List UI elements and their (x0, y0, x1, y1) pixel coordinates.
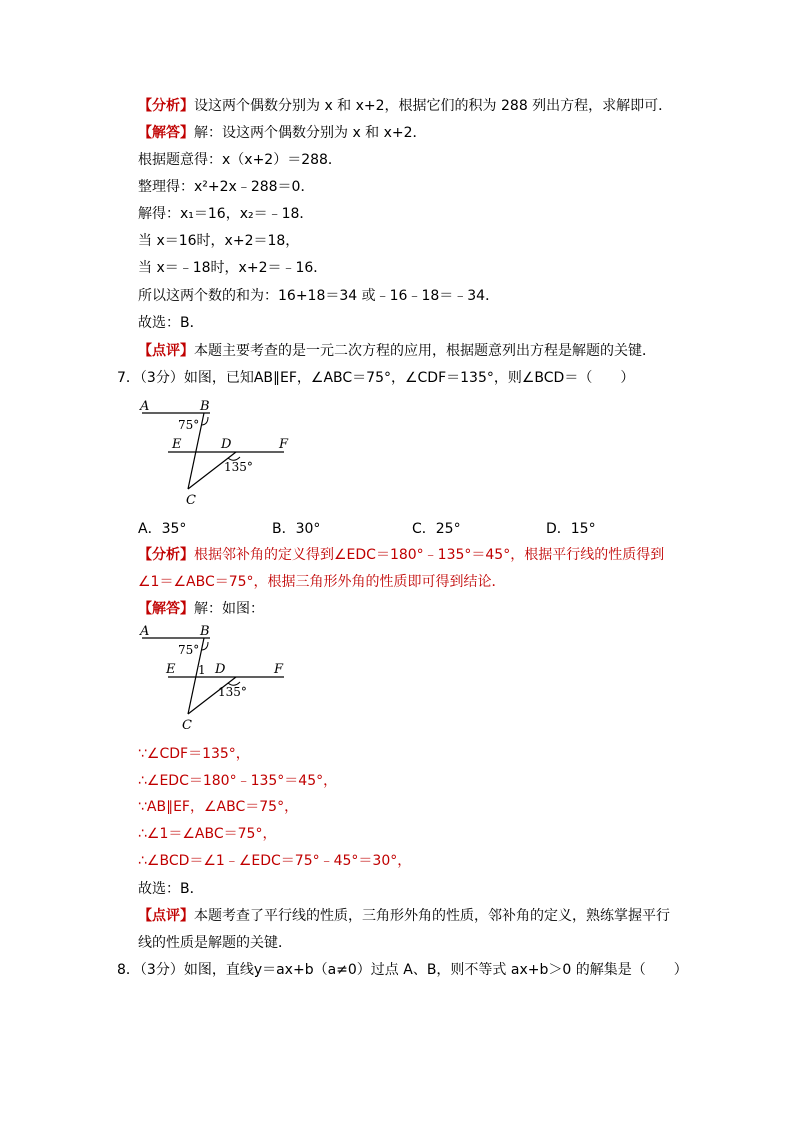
answer-text: 解：设这两个偶数分别为 x 和 x+2． (194, 125, 427, 141)
option-b: B．30° (272, 521, 321, 537)
q7-figure (138, 395, 298, 510)
q8-stem: 8．（3分）如图，直线y＝ax+b（a≠0）过点 A、B，则不等式 ax+b＞0 的解集是（ ） (117, 962, 688, 978)
analysis-tag: 【分析】 (138, 98, 194, 114)
comment-text: 本题考查了平行线的性质，三角形外角的性质，邻补角的定义，熟练掌握平行 (194, 908, 670, 924)
option-d: D．15° (546, 521, 596, 537)
angle-label: 135° (218, 685, 247, 699)
option-c: C．25° (412, 521, 461, 537)
q7-step: ∵∠CDF＝135°， (138, 746, 250, 762)
label-f: F (279, 437, 289, 452)
label-d: D (221, 437, 232, 452)
label-a: A (140, 399, 150, 414)
comment-tag: 【点评】 (138, 908, 194, 924)
label-b: B (200, 399, 210, 414)
angle-label: 135° (224, 460, 253, 474)
label-e: E (172, 437, 182, 452)
comment-tag: 【点评】 (138, 343, 194, 359)
label-b: B (200, 624, 210, 639)
analysis-text: 根据邻补角的定义得到∠EDC＝180°﹣135°＝45°，根据平行线的性质得到 (194, 547, 665, 563)
q6-answer (138, 123, 427, 143)
q6-choice: 故选：B． (138, 315, 204, 331)
q7-comment-cont: 线的性质是解题的关键． (138, 935, 292, 951)
q6-line: 当 x＝﹣18时，x+2＝﹣16． (138, 260, 328, 276)
q6-comment (138, 341, 656, 361)
answer-text: 解：如图： (194, 601, 264, 617)
label-d: D (215, 662, 226, 677)
label-c: C (186, 493, 196, 508)
q7-analysis (138, 545, 664, 565)
q7-step: ∴∠EDC＝180°﹣135°＝45°， (138, 773, 338, 789)
q6-line: 整理得：x²+2x﹣288＝0． (138, 179, 315, 195)
q7-choice: 故选：B． (138, 881, 204, 897)
q7-comment (138, 906, 670, 926)
option-a: A．35° (138, 521, 187, 537)
analysis-tag: 【分析】 (138, 547, 194, 563)
angle-label: 75° (178, 643, 200, 657)
analysis-text: 设这两个偶数分别为 x 和 x+2，根据它们的积为 288 列出方程，求解即可． (194, 98, 673, 114)
q7-solution-figure (138, 620, 298, 735)
angle-1-label: 1 (198, 663, 206, 677)
q7-analysis-cont: ∠1＝∠ABC＝75°，根据三角形外角的性质即可得到结论． (138, 574, 506, 590)
q6-line: 所以这两个数的和为：16+18＝34 或﹣16﹣18＝﹣34． (138, 288, 500, 304)
q7-answer (138, 599, 264, 619)
q6-line: 根据题意得：x（x+2）＝288． (138, 152, 342, 168)
label-f: F (274, 662, 284, 677)
label-c: C (182, 718, 192, 733)
comment-text: 本题主要考查的是一元二次方程的应用，根据题意列出方程是解题的关键． (194, 343, 656, 359)
q7-step: ∴∠1＝∠ABC＝75°， (138, 826, 277, 842)
label-e: E (166, 662, 176, 677)
label-a: A (140, 624, 150, 639)
q6-line: 当 x＝16时，x+2＝18， (138, 233, 300, 249)
q7-step: ∵AB∥EF，∠ABC＝75°， (138, 799, 299, 815)
q6-analysis (138, 96, 672, 116)
angle-label: 75° (178, 418, 200, 432)
answer-tag: 【解答】 (138, 601, 194, 617)
q7-step: ∴∠BCD＝∠1﹣∠EDC＝75°﹣45°＝30°， (138, 853, 412, 869)
answer-tag: 【解答】 (138, 125, 194, 141)
q6-line: 解得：x₁＝16，x₂＝﹣18． (138, 206, 314, 222)
q7-stem: 7．（3分）如图，已知AB∥EF，∠ABC＝75°，∠CDF＝135°，则∠BCD＝（ ） (117, 370, 635, 386)
